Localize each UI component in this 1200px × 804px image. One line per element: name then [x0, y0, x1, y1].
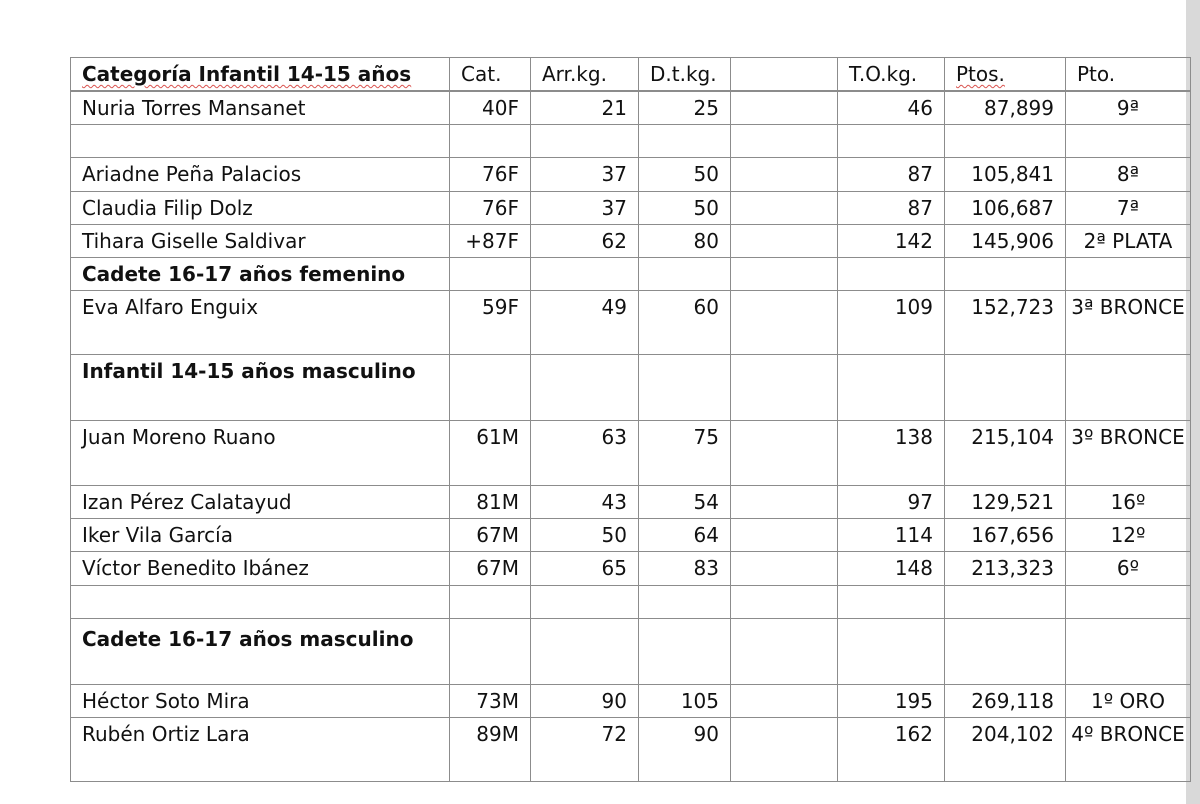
athlete-name: Víctor Benedito Ibánez — [71, 552, 450, 586]
table-row — [71, 91, 1191, 125]
header-category: Categoría Infantil 14-15 años — [71, 58, 450, 92]
dt-cell: 25 — [639, 91, 731, 125]
blank-cell — [639, 258, 731, 291]
pto-cell: 12º — [1066, 519, 1191, 552]
to-cell: 162 — [838, 718, 945, 782]
blank-cell — [1066, 619, 1191, 685]
blank-cell — [731, 552, 838, 586]
header-dt: D.t.kg. — [639, 58, 731, 92]
blank-cell — [450, 355, 531, 421]
pto-cell: 7ª — [1066, 192, 1191, 225]
athlete-name: Juan Moreno Ruano — [71, 421, 450, 486]
blank-cell — [838, 125, 945, 158]
table-row — [71, 685, 1191, 718]
empty-row — [71, 125, 1191, 158]
blank-cell — [1066, 586, 1191, 619]
results-table — [70, 57, 1191, 782]
dt-cell: 90 — [639, 718, 731, 782]
dt-cell: 50 — [639, 158, 731, 192]
header-ptos: Ptos. — [945, 58, 1066, 92]
ptos-cell: 167,656 — [945, 519, 1066, 552]
blank-cell — [838, 258, 945, 291]
pto-cell: 9ª — [1066, 91, 1191, 125]
table-row — [71, 552, 1191, 586]
section-row — [71, 619, 1191, 685]
athlete-name: Iker Vila García — [71, 519, 450, 552]
ptos-cell: 87,899 — [945, 91, 1066, 125]
header-to: T.O.kg. — [838, 58, 945, 92]
header-row — [71, 58, 1191, 92]
pto-cell: 8ª — [1066, 158, 1191, 192]
arr-cell: 37 — [531, 192, 639, 225]
to-cell: 148 — [838, 552, 945, 586]
blank-cell — [731, 125, 838, 158]
arr-cell: 65 — [531, 552, 639, 586]
ptos-cell: 105,841 — [945, 158, 1066, 192]
blank-cell — [1066, 355, 1191, 421]
blank-cell — [531, 125, 639, 158]
dt-cell: 105 — [639, 685, 731, 718]
blank-cell — [531, 619, 639, 685]
cat-cell: 76F — [450, 192, 531, 225]
cat-cell: 81M — [450, 486, 531, 519]
blank-cell — [945, 619, 1066, 685]
blank-cell — [450, 258, 531, 291]
pto-cell: 6º — [1066, 552, 1191, 586]
blank-cell — [945, 355, 1066, 421]
to-cell: 195 — [838, 685, 945, 718]
table-row — [71, 291, 1191, 355]
arr-cell: 43 — [531, 486, 639, 519]
section-row — [71, 258, 1191, 291]
arr-cell: 72 — [531, 718, 639, 782]
blank-cell — [731, 718, 838, 782]
blank-cell — [639, 125, 731, 158]
ptos-cell: 204,102 — [945, 718, 1066, 782]
athlete-name: Izan Pérez Calatayud — [71, 486, 450, 519]
table-row — [71, 158, 1191, 192]
to-cell: 97 — [838, 486, 945, 519]
arr-cell: 21 — [531, 91, 639, 125]
blank-cell — [731, 258, 838, 291]
cat-cell: 76F — [450, 158, 531, 192]
arr-cell: 49 — [531, 291, 639, 355]
blank-cell — [731, 685, 838, 718]
pto-cell: 3ª BRONCE — [1066, 291, 1191, 355]
athlete-name: Ariadne Peña Palacios — [71, 158, 450, 192]
to-cell: 114 — [838, 519, 945, 552]
table-row — [71, 421, 1191, 486]
header-arr: Arr.kg. — [531, 58, 639, 92]
pto-cell: 16º — [1066, 486, 1191, 519]
cat-cell: 59F — [450, 291, 531, 355]
blank-cell — [945, 258, 1066, 291]
arr-cell: 50 — [531, 519, 639, 552]
blank-cell — [71, 125, 450, 158]
ptos-cell: 106,687 — [945, 192, 1066, 225]
dt-cell: 60 — [639, 291, 731, 355]
arr-cell: 63 — [531, 421, 639, 486]
cat-cell: 67M — [450, 552, 531, 586]
blank-cell — [639, 355, 731, 421]
to-cell: 87 — [838, 192, 945, 225]
athlete-name: Tihara Giselle Saldivar — [71, 225, 450, 258]
blank-cell — [731, 158, 838, 192]
table-row — [71, 486, 1191, 519]
to-cell: 87 — [838, 158, 945, 192]
blank-cell — [731, 619, 838, 685]
dt-cell: 80 — [639, 225, 731, 258]
ptos-cell: 269,118 — [945, 685, 1066, 718]
athlete-name: Eva Alfaro Enguix — [71, 291, 450, 355]
blank-cell — [531, 586, 639, 619]
pto-cell: 2ª PLATA — [1066, 225, 1191, 258]
athlete-name: Rubén Ortiz Lara — [71, 718, 450, 782]
empty-row — [71, 586, 1191, 619]
arr-cell: 37 — [531, 158, 639, 192]
header-pto: Pto. — [1066, 58, 1191, 92]
blank-cell — [639, 586, 731, 619]
cat-cell: 61M — [450, 421, 531, 486]
ptos-cell: 213,323 — [945, 552, 1066, 586]
ptos-cell: 145,906 — [945, 225, 1066, 258]
arr-cell: 62 — [531, 225, 639, 258]
to-cell: 138 — [838, 421, 945, 486]
blank-cell — [731, 519, 838, 552]
blank-cell — [450, 125, 531, 158]
blank-cell — [731, 355, 838, 421]
section-title: Cadete 16-17 años femenino — [71, 258, 450, 291]
blank-cell — [945, 125, 1066, 158]
header-cat: Cat. — [450, 58, 531, 92]
dt-cell: 83 — [639, 552, 731, 586]
header-blank — [731, 58, 838, 92]
arr-cell: 90 — [531, 685, 639, 718]
dt-cell: 54 — [639, 486, 731, 519]
ptos-cell: 129,521 — [945, 486, 1066, 519]
blank-cell — [731, 586, 838, 619]
cat-cell: 40F — [450, 91, 531, 125]
blank-cell — [945, 586, 1066, 619]
ptos-cell: 152,723 — [945, 291, 1066, 355]
blank-cell — [731, 192, 838, 225]
blank-cell — [731, 225, 838, 258]
dt-cell: 50 — [639, 192, 731, 225]
athlete-name: Claudia Filip Dolz — [71, 192, 450, 225]
blank-cell — [731, 421, 838, 486]
blank-cell — [838, 355, 945, 421]
athlete-name: Héctor Soto Mira — [71, 685, 450, 718]
cat-cell: +87F — [450, 225, 531, 258]
blank-cell — [731, 486, 838, 519]
dt-cell: 75 — [639, 421, 731, 486]
blank-cell — [450, 619, 531, 685]
blank-cell — [531, 258, 639, 291]
blank-cell — [838, 586, 945, 619]
table-row — [71, 192, 1191, 225]
blank-cell — [1066, 125, 1191, 158]
dt-cell: 64 — [639, 519, 731, 552]
blank-cell — [531, 355, 639, 421]
blank-cell — [71, 586, 450, 619]
to-cell: 109 — [838, 291, 945, 355]
section-title: Cadete 16-17 años masculino — [71, 619, 450, 685]
blank-cell — [838, 619, 945, 685]
section-title: Infantil 14-15 años masculino — [71, 355, 450, 421]
to-cell: 142 — [838, 225, 945, 258]
ptos-cell: 215,104 — [945, 421, 1066, 486]
table-row — [71, 225, 1191, 258]
pto-cell: 1º ORO — [1066, 685, 1191, 718]
blank-cell — [731, 291, 838, 355]
blank-cell — [731, 91, 838, 125]
cat-cell: 67M — [450, 519, 531, 552]
blank-cell — [450, 586, 531, 619]
section-row — [71, 355, 1191, 421]
pto-cell: 3º BRONCE — [1066, 421, 1191, 486]
to-cell: 46 — [838, 91, 945, 125]
pto-cell: 4º BRONCE — [1066, 718, 1191, 782]
cat-cell: 89M — [450, 718, 531, 782]
table-row — [71, 519, 1191, 552]
table-row — [71, 718, 1191, 782]
cat-cell: 73M — [450, 685, 531, 718]
blank-cell — [1066, 258, 1191, 291]
athlete-name: Nuria Torres Mansanet — [71, 91, 450, 125]
blank-cell — [639, 619, 731, 685]
